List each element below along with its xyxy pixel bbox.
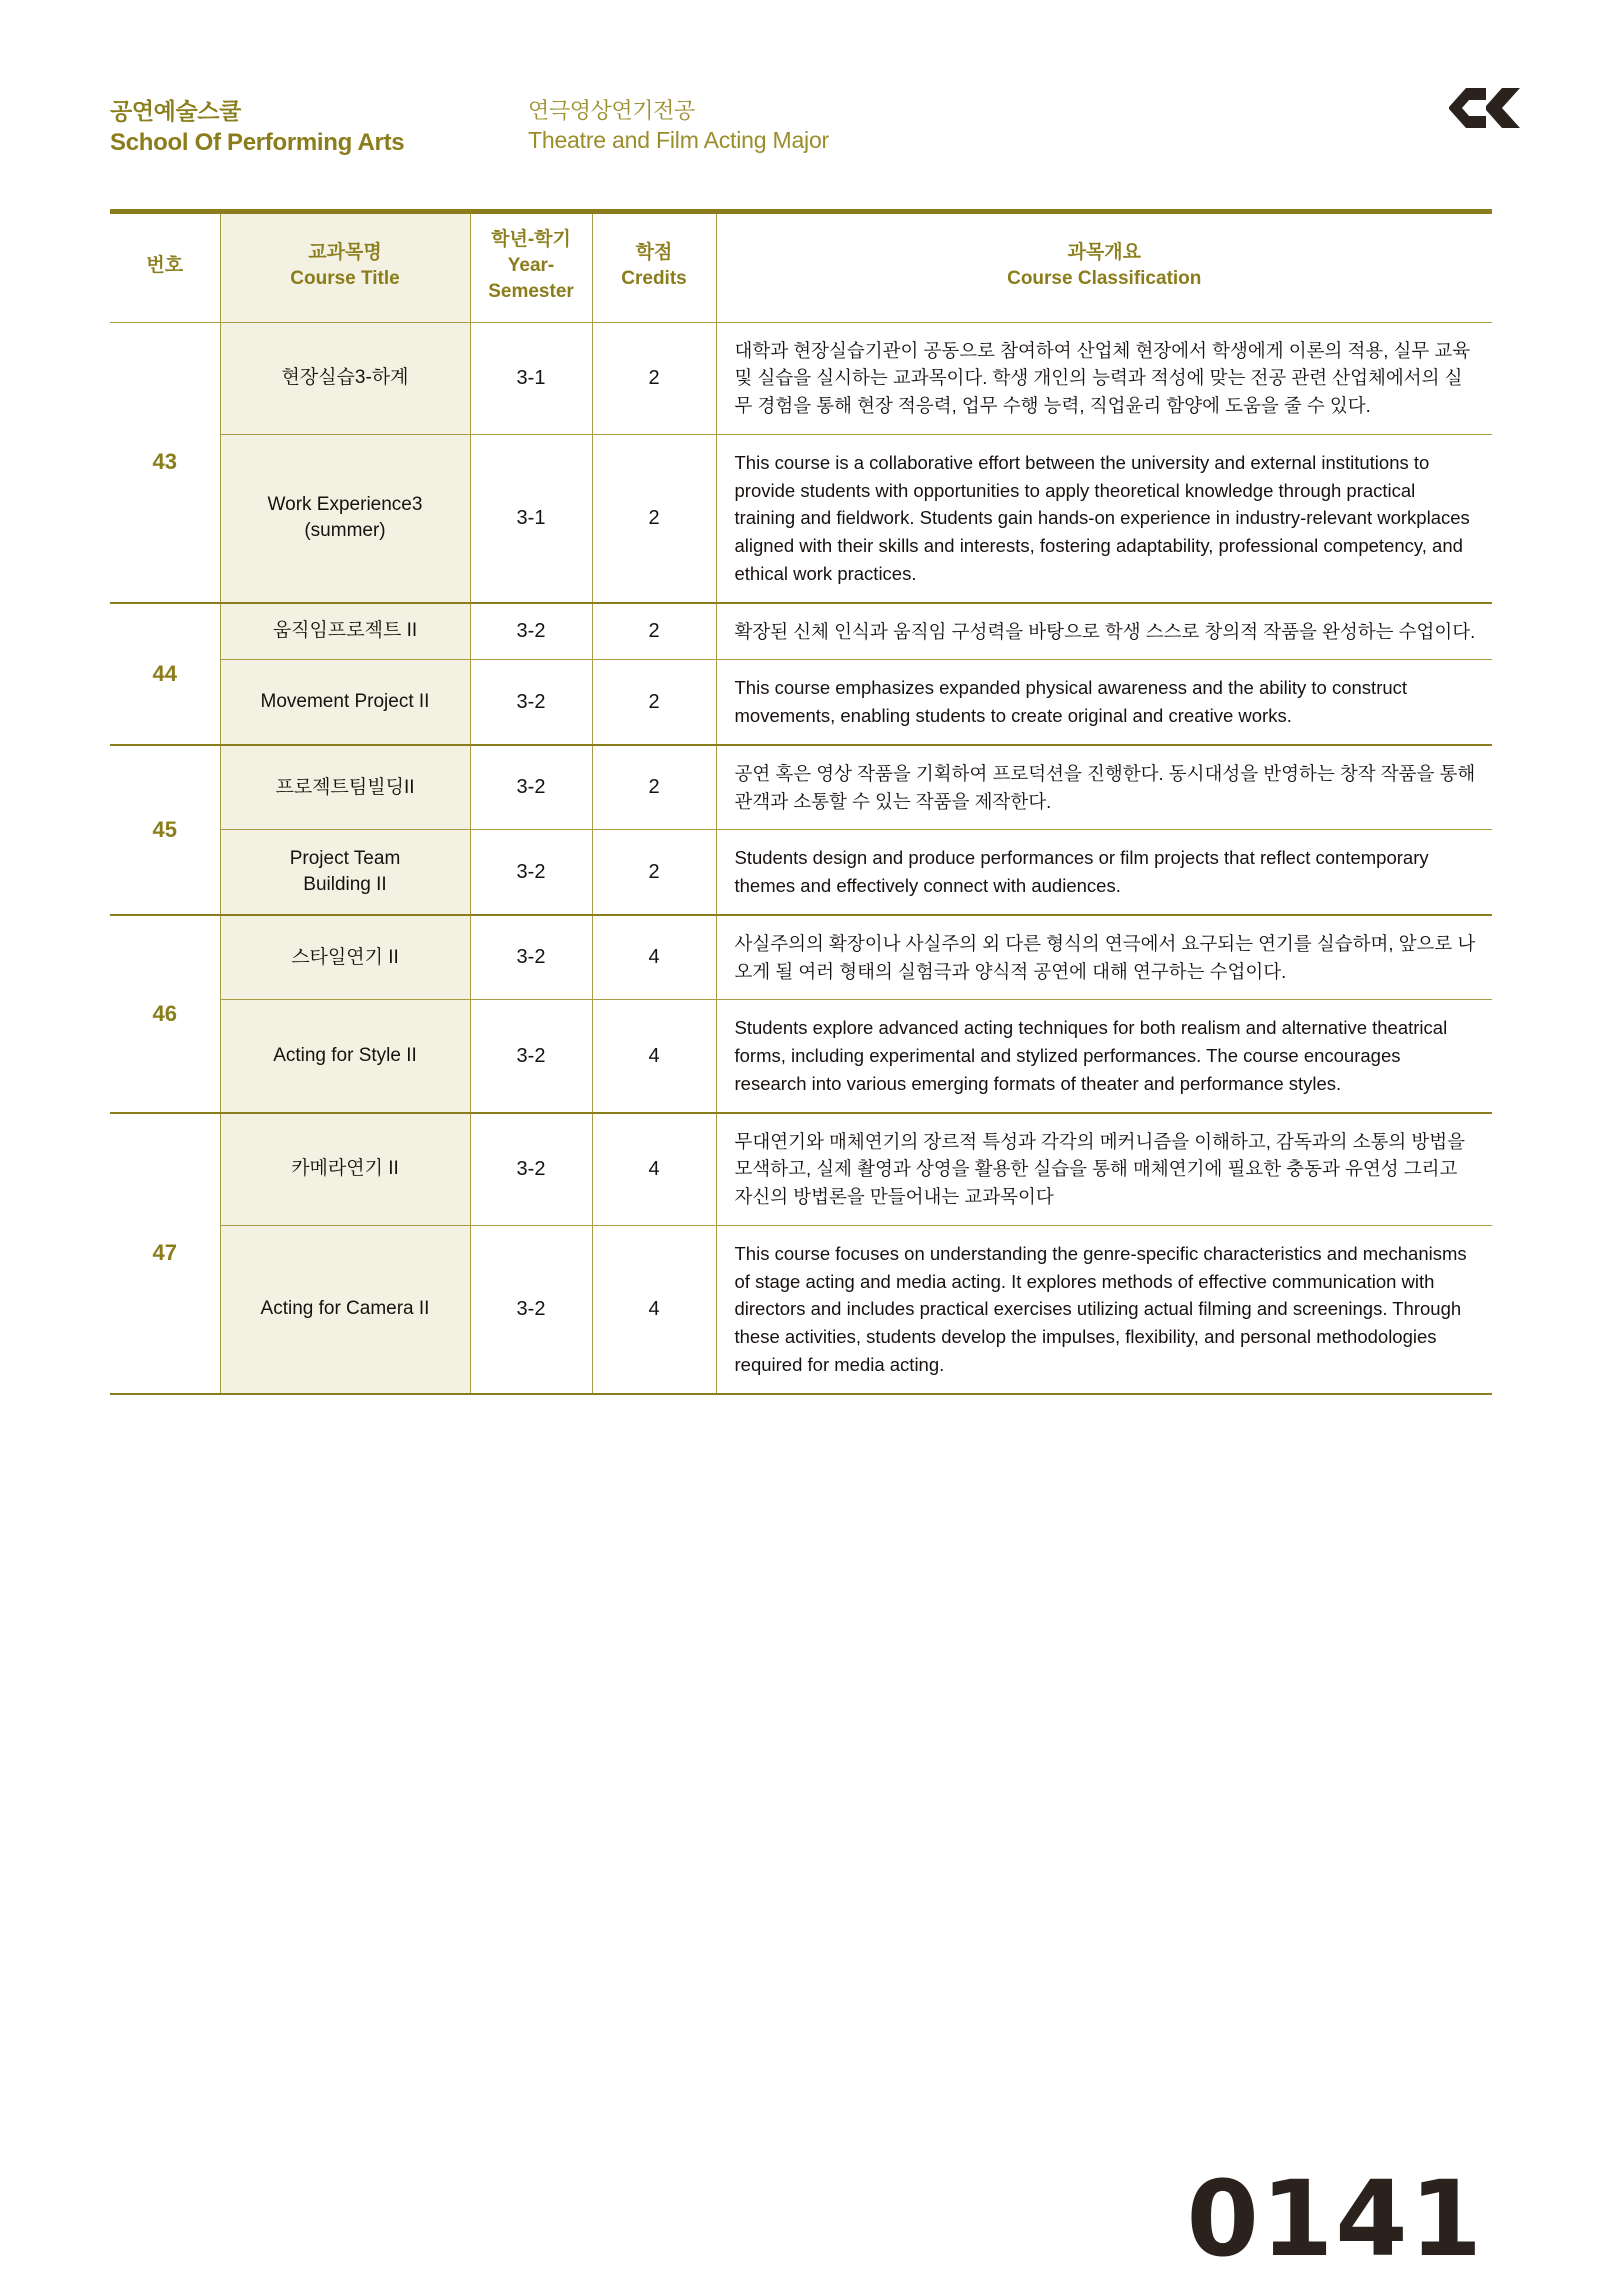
- course-title-english: Acting for Style II: [220, 1000, 470, 1113]
- course-description-english: This course is a collaborative effort between the university and external institutions to provide students with opportunities to apply theoretical knowledge through practical training and fieldwork. Students gain hands-on experience in industry-relevant workplaces aligned with their skills and interests, fostering adaptability, professional competency, and ethical work practices.: [716, 434, 1492, 602]
- course-description-korean: 대학과 현장실습기관이 공동으로 참여하여 산업체 현장에서 학생에게 이론의 적용, 실무 교육 및 실습을 실시하는 교과목이다. 학생 개인의 능력과 적성에 맞는 전공 관련 산업체에서의 실무 경험을 통해 현장 적응력, 업무 수행 능력, 직업윤리 함양에 도움을 줄 수 있다.: [716, 322, 1492, 434]
- credits: 2: [592, 830, 716, 915]
- school-name-korean: 공연예술스쿨: [110, 98, 241, 124]
- table-row: [110, 830, 1492, 915]
- course-title-korean: 현장실습3-하계: [220, 322, 470, 434]
- year-semester: 3-2: [470, 1225, 592, 1393]
- course-description-korean: 확장된 신체 인식과 움직임 구성력을 바탕으로 학생 스스로 창의적 작품을 완성하는 수업이다.: [716, 603, 1492, 660]
- page-number: 0141: [1186, 2158, 1484, 2280]
- table-row: [110, 434, 1492, 602]
- table-row: [110, 1000, 1492, 1113]
- year-semester: 3-2: [470, 660, 592, 745]
- course-description-korean: 공연 혹은 영상 작품을 기획하여 프로덕션을 진행한다. 동시대성을 반영하는 창작 작품을 통해 관객과 소통할 수 있는 작품을 제작한다.: [716, 745, 1492, 830]
- course-title-english: [220, 830, 470, 915]
- column-header-year-semester: [470, 212, 592, 323]
- table-row: [110, 1113, 1492, 1226]
- table-row: [110, 603, 1492, 660]
- column-header-year-semester-en: Year-Semester: [488, 255, 574, 303]
- course-description-english: Students explore advanced acting techniques for both realism and alternative theatrical forms, including experimental and stylized performances. The course encourages research into various emerging formats of theater and performance styles.: [716, 1000, 1492, 1113]
- school-brand: [110, 97, 404, 158]
- year-semester: 3-2: [470, 745, 592, 830]
- course-description-english: This course focuses on understanding the genre-specific characteristics and mechanisms of stage acting and media acting. It explores methods of effective communication with directors and includes practical exercises utilizing actual filming and screenings. Through these activities, students develop the impulses, flexibility, and personal methodologies required for media acting.: [716, 1225, 1492, 1393]
- column-header-credits-en: Credits: [621, 268, 687, 290]
- credits: 2: [592, 603, 716, 660]
- course-title-english-line1: Work Experience3: [267, 494, 423, 516]
- row-number: 47: [110, 1113, 220, 1394]
- column-header-course-title-en: Course Title: [290, 268, 400, 290]
- table-row: [110, 915, 1492, 1000]
- major-title: [528, 97, 829, 155]
- year-semester: 3-2: [470, 1113, 592, 1226]
- table-row: [110, 322, 1492, 434]
- course-description-english: Students design and produce performances or film projects that reflect contemporary themes and effectively connect with audiences.: [716, 830, 1492, 915]
- row-number: 46: [110, 915, 220, 1113]
- year-semester: 3-1: [470, 434, 592, 602]
- course-title-korean: 스타일연기 II: [220, 915, 470, 1000]
- course-title-english: [220, 434, 470, 602]
- column-header-number-ko: 번호: [146, 255, 184, 277]
- major-name-english: Theatre and Film Acting Major: [528, 126, 829, 153]
- column-header-credits: [592, 212, 716, 323]
- column-header-course-classification-ko: 과목개요: [1067, 242, 1141, 264]
- credits: 2: [592, 745, 716, 830]
- column-header-credits-ko: 학점: [635, 242, 673, 264]
- course-description-english: This course emphasizes expanded physical awareness and the ability to construct movements, enabling students to create original and creative works.: [716, 660, 1492, 745]
- course-description-korean: 무대연기와 매체연기의 장르적 특성과 각각의 메커니즘을 이해하고, 감독과의 소통의 방법을 모색하고, 실제 촬영과 상영을 활용한 실습을 통해 매체연기에 필요한 충동과 유연성 그리고 자신의 방법론을 만들어내는 교과목이다: [716, 1113, 1492, 1226]
- credits: 4: [592, 1000, 716, 1113]
- column-header-course-classification: [716, 212, 1492, 323]
- column-header-course-classification-en: Course Classification: [1007, 268, 1202, 290]
- school-name-english: School Of Performing Arts: [110, 128, 405, 156]
- course-table: [110, 209, 1492, 1395]
- table-row: [110, 1225, 1492, 1393]
- course-title-english-line2: (summer): [304, 520, 386, 542]
- course-title-english-line2: Building II: [303, 874, 387, 896]
- table-header-row: [110, 212, 1492, 323]
- year-semester: 3-2: [470, 830, 592, 915]
- year-semester: 3-2: [470, 915, 592, 1000]
- credits: 2: [592, 434, 716, 602]
- credits: 4: [592, 1225, 716, 1393]
- page-header: [0, 0, 1600, 196]
- credits: 2: [592, 322, 716, 434]
- major-name-korean: 연극영상연기전공: [528, 98, 695, 123]
- column-header-number: [110, 212, 220, 323]
- year-semester: 3-1: [470, 322, 592, 434]
- credits: 4: [592, 1113, 716, 1226]
- course-title-korean: 카메라연기 II: [220, 1113, 470, 1226]
- course-title-korean: 프로젝트팀빌딩II: [220, 745, 470, 830]
- column-header-course-title-ko: 교과목명: [308, 242, 382, 264]
- credits: 4: [592, 915, 716, 1000]
- credits: 2: [592, 660, 716, 745]
- row-number: 43: [110, 322, 220, 603]
- course-title-english-line1: Project Team: [289, 847, 401, 869]
- column-header-year-semester-ko: 학년-학기: [491, 229, 571, 250]
- course-title-korean: 움직임프로젝트 II: [220, 603, 470, 660]
- table-row: [110, 660, 1492, 745]
- course-description-korean: 사실주의의 확장이나 사실주의 외 다른 형식의 연극에서 요구되는 연기를 실습하며, 앞으로 나오게 될 여러 형태의 실험극과 양식적 공연에 대해 연구하는 수업이다.: [716, 915, 1492, 1000]
- row-number: 45: [110, 745, 220, 915]
- year-semester: 3-2: [470, 1000, 592, 1113]
- course-title-english: Movement Project II: [220, 660, 470, 745]
- year-semester: 3-2: [470, 603, 592, 660]
- row-number: 44: [110, 603, 220, 745]
- column-header-course-title: [220, 212, 470, 323]
- ck-logo-icon: [1446, 82, 1524, 134]
- table-row: [110, 745, 1492, 830]
- course-title-english: Acting for Camera II: [220, 1225, 470, 1393]
